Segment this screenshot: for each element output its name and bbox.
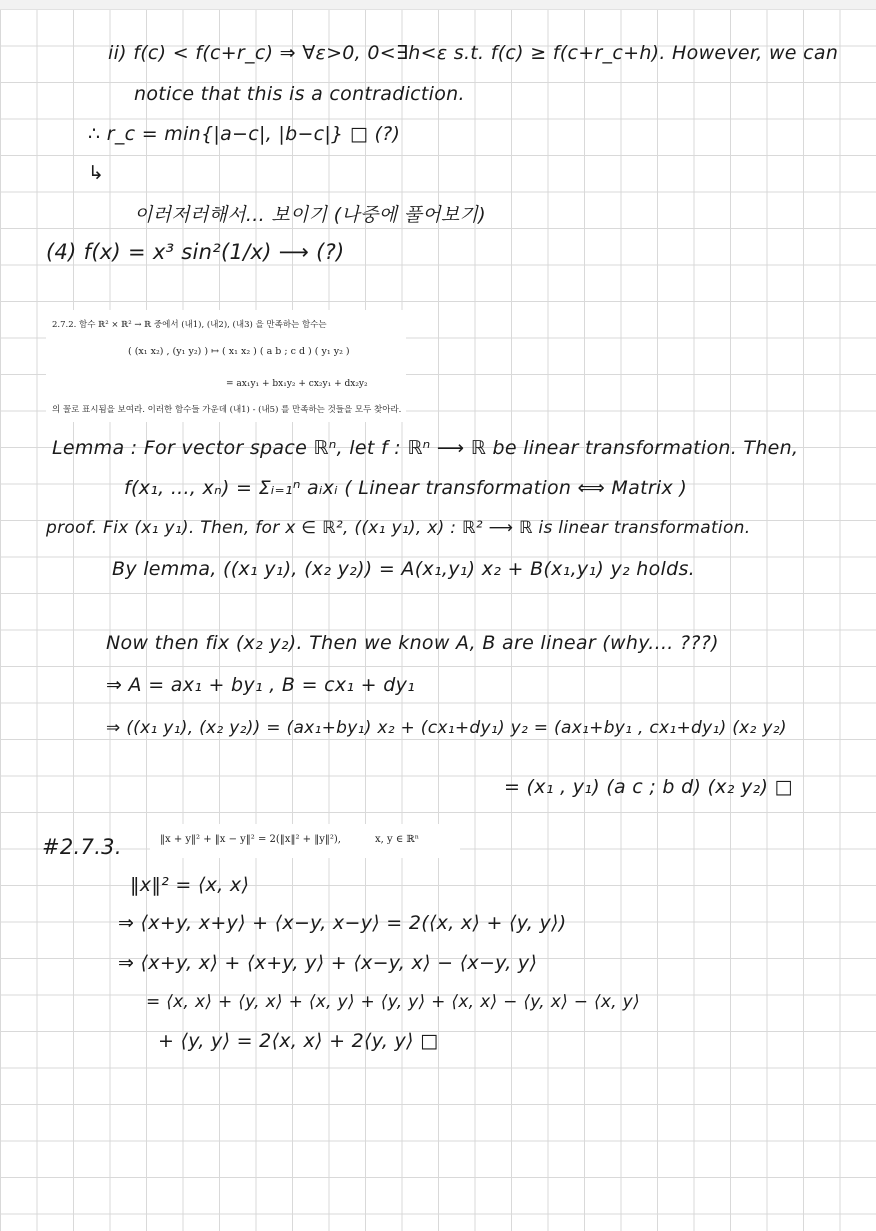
line-step1: ⇒ ⟨x+y, x⟩ + ⟨x+y, y⟩ + ⟨x−y, x⟩ − ⟨x−y, y⟩	[118, 952, 538, 974]
problem-2-7-2-expansion: = ax₁y₁ + bx₁y₂ + cx₂y₁ + dx₂y₂	[226, 379, 368, 389]
line-matrix-result: = (x₁ , y₁) (a c ; b d) (x₂ y₂) □	[504, 776, 793, 798]
line-step2: = ⟨x, x⟩ + ⟨y, x⟩ + ⟨x, y⟩ + ⟨y, y⟩ + ⟨x, x⟩ − ⟨y, x⟩ − ⟨x, y⟩	[146, 992, 640, 1012]
line-result: + ⟨y, y⟩ = 2⟨x, x⟩ + 2⟨y, y⟩ □	[158, 1030, 439, 1052]
line-lemma-sum: f(x₁, ..., xₙ) = Σᵢ₌₁ⁿ aᵢxᵢ ( Linear transformation ⟺ Matrix )	[124, 477, 688, 499]
line-contradiction: notice that this is a contradiction.	[134, 83, 465, 105]
line-problem-4: (4) f(x) = x³ sin²(1/x) ⟶ (?)	[46, 240, 345, 264]
parallelogram-law-formula: ‖x + y‖² + ‖x − y‖² = 2(‖x‖² + ‖y‖²),	[160, 834, 341, 845]
line-A-B: ⇒ A = ax₁ + by₁ , B = cx₁ + dy₁	[106, 674, 416, 696]
label-2-7-3: #2.7.3.	[42, 835, 122, 859]
line-expansion: ⇒ ((x₁ y₁), (x₂ y₂)) = (ax₁+by₁) x₂ + (cx₁+dy₁) y₂ = (ax₁+by₁ , cx₁+dy₁) (x₂ y₂)	[106, 718, 787, 738]
line-korean-note: 이러저러해서... 보이기 (나중에 풀어보기)	[134, 204, 486, 226]
printed-problem-2-7-2	[46, 310, 406, 422]
top-bar	[0, 0, 876, 10]
line-proof-fix: proof. Fix (x₁ y₁). Then, for x ∈ ℝ², ((x₁ y₁), x) : ℝ² ⟶ ℝ is linear transformation.	[46, 518, 751, 538]
line-by-lemma: By lemma, ((x₁ y₁), (x₂ y₂)) = A(x₁,y₁) x₂ + B(x₁,y₁) y₂ holds.	[112, 558, 695, 580]
parallelogram-law-domain: x, y ∈ ℝⁿ	[375, 834, 420, 845]
problem-2-7-2-footer: 의 꼴로 표시됨을 보여라. 이러한 함수들 가운데 (내1) - (내5) 를 만족하는 것들을 모두 찾아라.	[52, 405, 402, 415]
printed-problem-2-7-3	[150, 824, 460, 858]
line-goal: ⇒ ⟨x+y, x+y⟩ + ⟨x−y, x−y⟩ = 2(⟨x, x⟩ + ⟨y, y⟩)	[118, 912, 567, 934]
problem-2-7-2-formula: ( (x₁ x₂) , (y₁ y₂) ) ↦ ( x₁ x₂ ) ( a b ; c d ) ( y₁ y₂ )	[128, 346, 350, 357]
line-lemma: Lemma : For vector space ℝⁿ, let f : ℝⁿ ⟶ ℝ be linear transformation. Then,	[52, 437, 799, 459]
problem-2-7-2-title: 2.7.2. 함수 ℝ² × ℝ² → ℝ 중에서 (내1), (내2), (내3) 을 만족하는 함수는	[52, 320, 327, 330]
line-rc-min: ∴ r_c = min{|a−c|, |b−c|} □ (?)	[88, 123, 401, 145]
line-now-fix: Now then fix (x₂ y₂). Then we know A, B are linear (why.... ???)	[106, 632, 719, 654]
line-ii-case: ii) f(c) < f(c+r_c) ⇒ ∀ε>0, 0<∃h<ε s.t. f(c) ≥ f(c+r_c+h). However, we can	[108, 42, 839, 64]
arrow-mark: ↳	[88, 162, 105, 184]
line-norm-def: ‖x‖² = ⟨x, x⟩	[130, 874, 250, 896]
